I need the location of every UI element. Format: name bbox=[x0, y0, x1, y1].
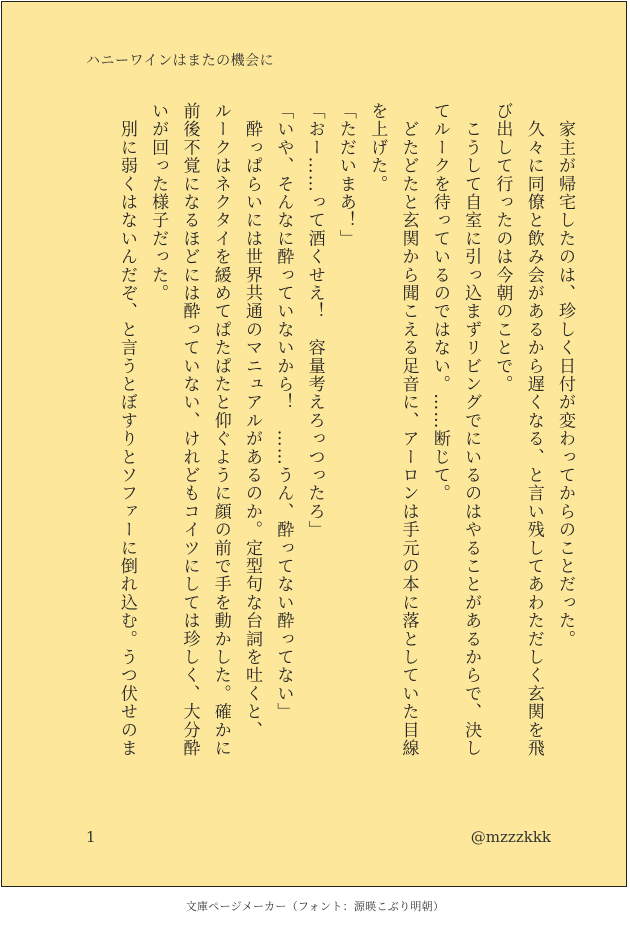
text-line: 家主が帰宅したのは、珍しく日付が変わってからのことだった。 bbox=[555, 102, 575, 648]
text-line: いが回った様子だった。 bbox=[148, 102, 169, 303]
text-line: こうして自室に引っ込まずリビングでにいるのはやることがあるからで、決し bbox=[461, 102, 482, 758]
author-handle: @mzzzkkk bbox=[470, 828, 551, 846]
text-line: どたどたと玄関から聞こえる足音に、アーロンは手元の本に落としていた目線 bbox=[398, 102, 419, 758]
footer-credit: 文庫ページメーカー（フォント：源暎こぶり明朝） bbox=[185, 900, 445, 913]
page-number: 1 bbox=[86, 828, 96, 846]
text-line: てルークを待っているのではない。……断じて。 bbox=[429, 102, 450, 503]
text-line: 「いや、そんなに酔っていないから！ ……うん、酔ってない酔ってない」 bbox=[273, 102, 294, 721]
text-line: 酔っぱらいには世界共通のマニュアルがあるのか。定型句な台詞を吐くと、 bbox=[242, 102, 263, 739]
text-line: 「ただいまあ！」 bbox=[335, 102, 356, 248]
text-line: 「おー……って酒くせえ！ 容量考えろっつったろ」 bbox=[304, 102, 325, 539]
chapter-title: ハニーワインはまたの機会に bbox=[86, 53, 275, 69]
text-line: を上げた。 bbox=[367, 102, 388, 193]
body-text bbox=[76, 102, 580, 792]
text-line: 久々に同僚と飲み会があるから遅くなる、と言い残してあわただしく玄関を飛 bbox=[523, 102, 544, 758]
text-line: 前後不覚になるほどには酔っていない、けれどもコイツにしては珍しく、大分酔 bbox=[179, 102, 200, 758]
text-line: び出して行ったのは今朝のことで。 bbox=[492, 102, 513, 394]
text-line: 別に弱くはないんだぞ、と言うとぼすりとソファーに倒れ込む。うつ伏せのま bbox=[116, 102, 137, 758]
text-line: ルークはネクタイを緩めてぱたぱたと仰ぐように顔の前で手を動かした。確かに bbox=[210, 102, 231, 758]
book-page bbox=[1, 1, 627, 887]
